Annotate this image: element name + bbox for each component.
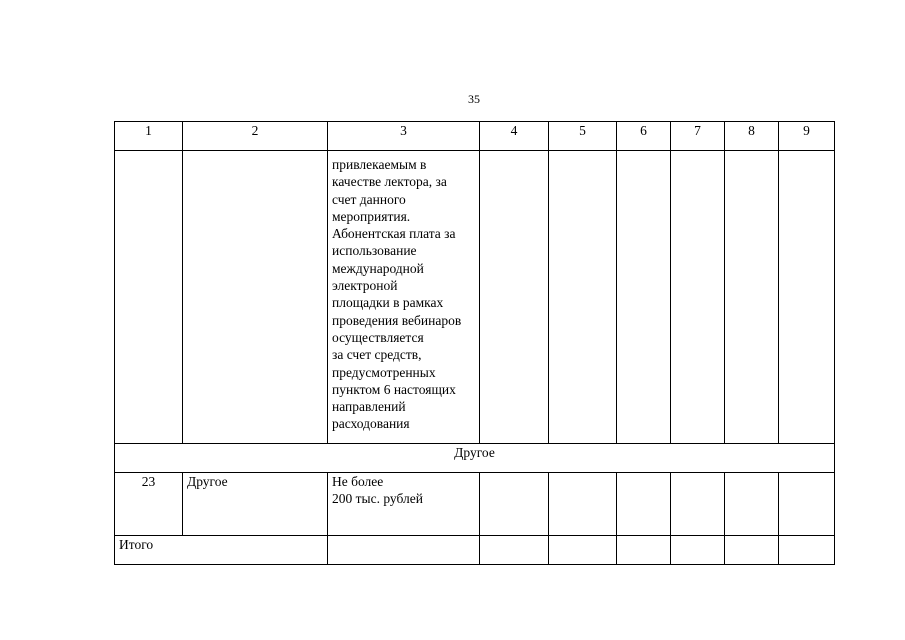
table-row xyxy=(115,473,835,536)
cell-empty xyxy=(617,536,671,565)
cell-empty xyxy=(671,473,725,536)
section-row xyxy=(115,444,835,473)
cell-empty xyxy=(779,536,835,565)
header-cell-1: 1 xyxy=(115,122,183,151)
cell-empty xyxy=(115,151,183,444)
header-cell-5: 5 xyxy=(549,122,617,151)
cell-empty xyxy=(779,151,835,444)
row-name: Другое xyxy=(183,473,328,536)
cell-empty xyxy=(480,536,549,565)
cell-empty xyxy=(328,536,480,565)
cell-empty xyxy=(549,536,617,565)
cell-empty xyxy=(480,473,549,536)
header-cell-9: 9 xyxy=(779,122,835,151)
header-cell-6: 6 xyxy=(617,122,671,151)
cell-empty xyxy=(549,473,617,536)
total-row xyxy=(115,536,835,565)
header-cell-7: 7 xyxy=(671,122,725,151)
section-title: Другое xyxy=(115,444,835,473)
cell-empty xyxy=(549,151,617,444)
continuation-description: привлекаемым в качестве лектора, за счет данного мероприятия. Абонентская плата за использование международной электроной площадки в рамках проведения вебинаров осуществляется за счет средств, предусмотренных пунктом 6 настоящих направлений расходования xyxy=(328,151,480,444)
header-cell-3: 3 xyxy=(328,122,480,151)
header-cell-2: 2 xyxy=(183,122,328,151)
expense-table xyxy=(114,121,835,565)
cell-empty xyxy=(183,151,328,444)
continuation-row xyxy=(115,151,835,444)
cell-empty xyxy=(671,536,725,565)
cell-empty xyxy=(779,473,835,536)
cell-empty xyxy=(725,536,779,565)
cell-empty xyxy=(725,473,779,536)
row-number: 23 xyxy=(115,473,183,536)
header-cell-8: 8 xyxy=(725,122,779,151)
cell-empty xyxy=(725,151,779,444)
cell-empty xyxy=(617,151,671,444)
cell-empty xyxy=(480,151,549,444)
page-number: 35 xyxy=(468,92,480,106)
cell-empty xyxy=(617,473,671,536)
row-limit: Не более 200 тыс. рублей xyxy=(328,473,480,536)
cell-empty xyxy=(671,151,725,444)
total-label: Итого xyxy=(115,536,328,565)
header-cell-4: 4 xyxy=(480,122,549,151)
header-row xyxy=(115,122,835,151)
